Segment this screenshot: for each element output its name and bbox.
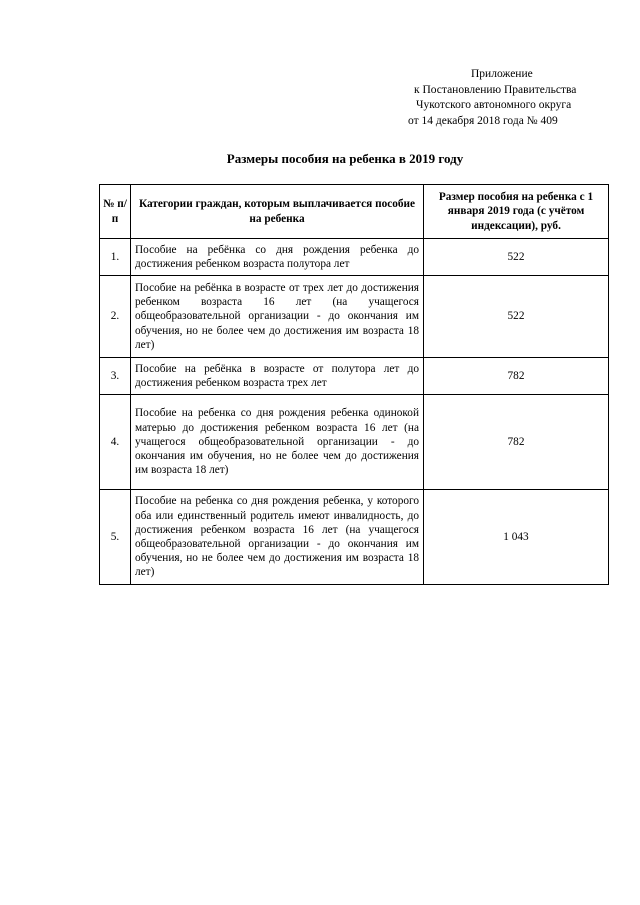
- header-amount: Размер пособия на ребенка с 1 января 2019 года (с учётом индексации), руб.: [424, 185, 609, 239]
- appendix-line: от 14 декабря 2018 года № 409: [408, 114, 558, 127]
- appendix-line: Чукотского автономного округа: [416, 99, 572, 111]
- header-category: Категории граждан, которым выплачивается пособие на ребенка: [131, 185, 424, 239]
- row-num: 2.: [100, 276, 131, 358]
- row-num: 3.: [100, 358, 131, 395]
- row-amount: 1 043: [424, 490, 609, 585]
- table-row: [100, 358, 609, 395]
- table-row: [100, 239, 609, 276]
- row-category: Пособие на ребенка со дня рождения ребенка, у которого оба или единственный родитель имеют инвалидность, до достижения ребенком возраста 16 лет (на учащегося общеобразовательной организации - до окончания им обучения, но не более чем до достижения им возраста 18 лет): [131, 490, 424, 585]
- benefits-table: [99, 184, 609, 585]
- table-header-row: [100, 185, 609, 239]
- page-title: Размеры пособия на ребенка в 2019 году: [226, 151, 464, 166]
- row-category: Пособие на ребёнка в возрасте от трех лет до достижения ребенком возраста 16 лет (на учащегося общеобразовательной организации - до окончания им обучения, но не более чем до достижения им возраста 18 лет): [131, 276, 424, 358]
- row-amount: 782: [424, 358, 609, 395]
- row-amount: 782: [424, 395, 609, 490]
- row-amount: 522: [424, 276, 609, 358]
- row-category: Пособие на ребенка со дня рождения ребенка одинокой матерью до достижения ребенком возраста 16 лет (на учащегося общеобразовательной организации - до окончания им обучения, но не более чем до достижения им возраста 18 лет): [131, 395, 424, 490]
- table-row: [100, 276, 609, 358]
- row-category: Пособие на ребёнка со дня рождения ребенка до достижения ребенком возраста полутора лет: [131, 239, 424, 276]
- row-num: 5.: [100, 490, 131, 585]
- row-category: Пособие на ребёнка в возрасте от полутора лет до достижения ребенком возраста трех лет: [131, 358, 424, 395]
- table-row: [100, 490, 609, 585]
- appendix-line: к Постановлению Правительства: [414, 83, 577, 96]
- row-amount: 522: [424, 239, 609, 276]
- appendix-block: [408, 67, 608, 129]
- header-num: № п/п: [100, 185, 131, 239]
- row-num: 1.: [100, 239, 131, 276]
- appendix-line: Приложение: [471, 68, 533, 80]
- table-row: [100, 395, 609, 490]
- row-num: 4.: [100, 395, 131, 490]
